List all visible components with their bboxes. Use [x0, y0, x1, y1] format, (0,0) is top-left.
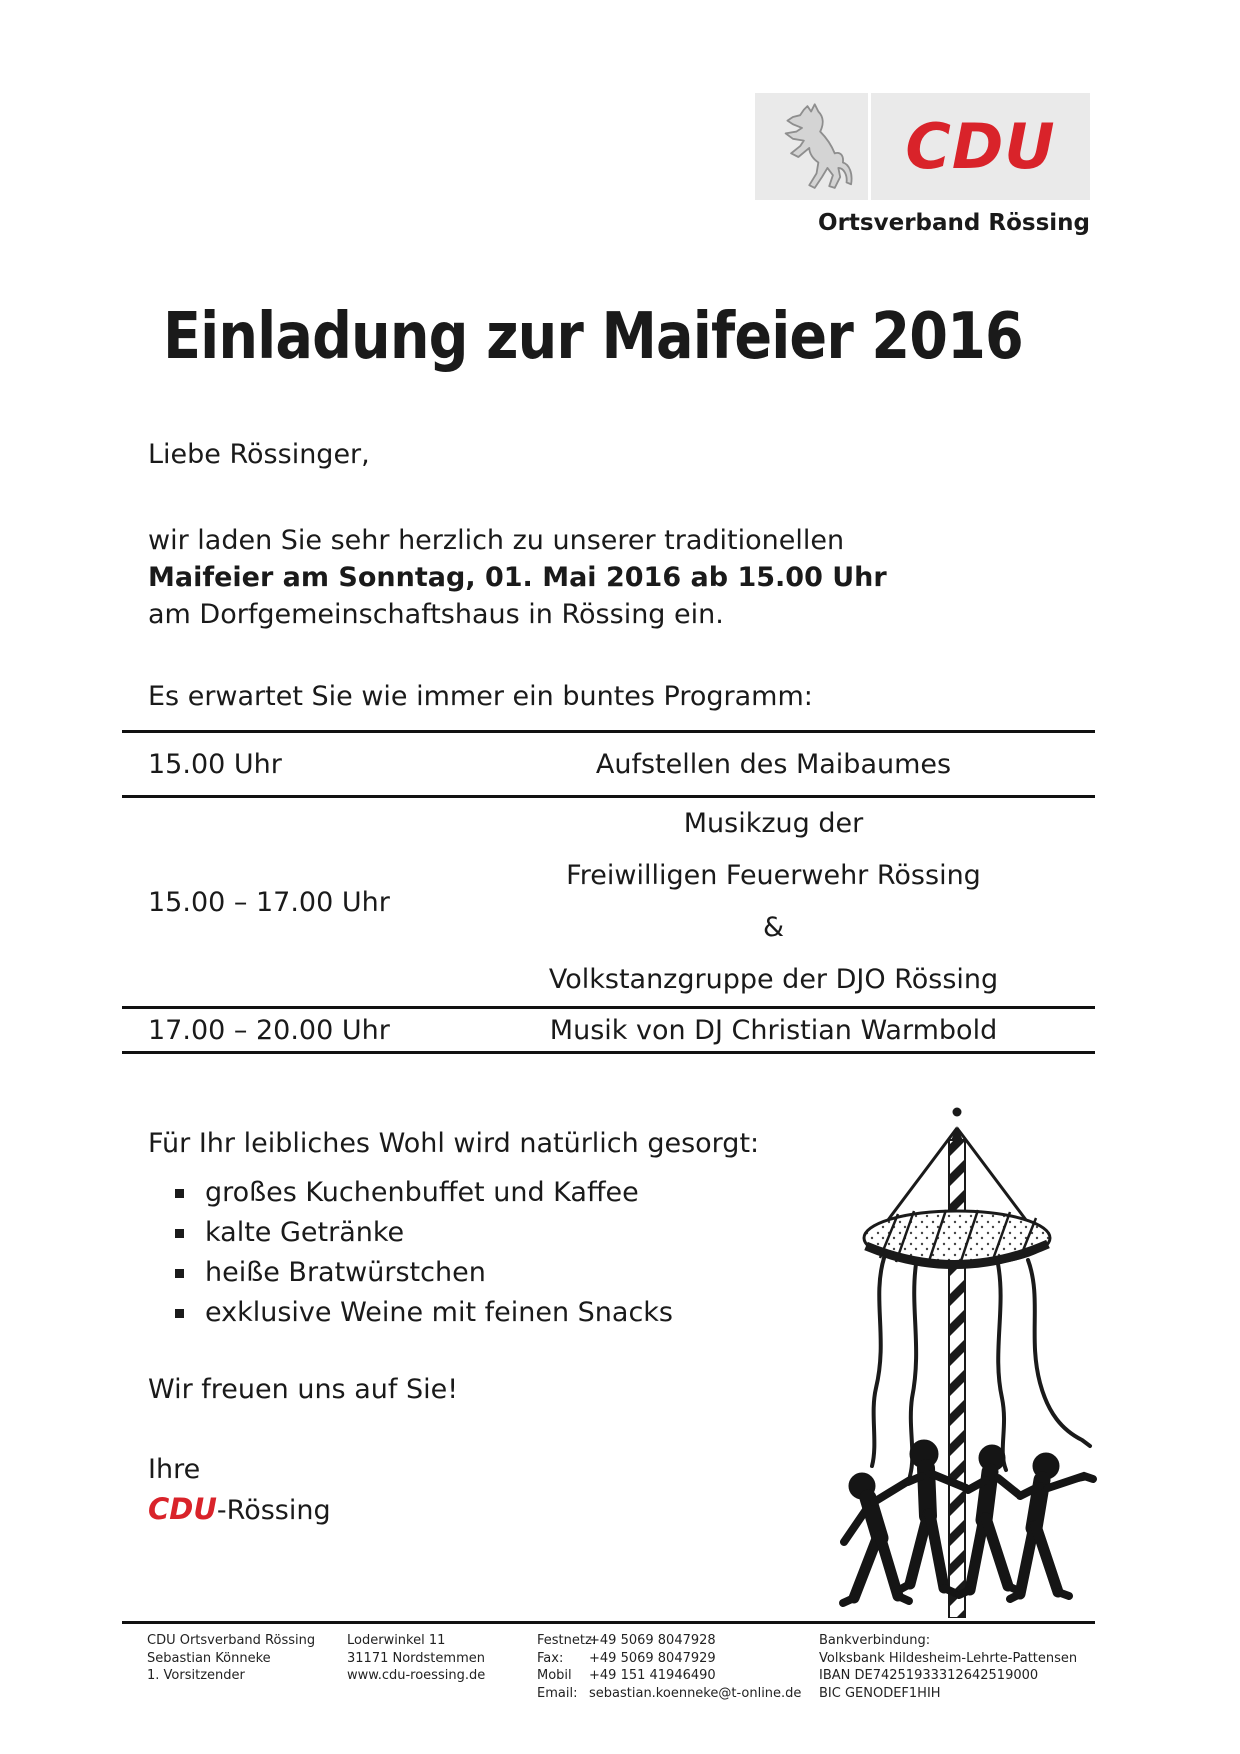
intro-line-3: am Dorfgemeinschaftshaus in Rössing ein.	[148, 599, 724, 630]
lower-saxony-horse-icon	[769, 97, 855, 197]
footer-contact-label: Mobil	[537, 1668, 572, 1683]
intro-line-2: Maifeier am Sonntag, 01. Mai 2016 ab 15.00 Uhr	[148, 562, 887, 593]
footer-role: 1. Vorsitzender	[147, 1668, 245, 1683]
page-title: Einladung zur Maifeier 2016	[163, 300, 1023, 374]
closing-line: Wir freuen uns auf Sie!	[148, 1374, 459, 1405]
footer-contact-value: +49 5069 8047928	[589, 1633, 716, 1648]
program-intro: Es erwartet Sie wie immer ein buntes Programm:	[148, 681, 813, 712]
footer-contact-value: sebastian.koenneke@t-online.de	[589, 1685, 802, 1701]
footer-bank-name: Volksbank Hildesheim-Lehrte-Pattensen	[819, 1650, 1078, 1666]
program-description-line: &	[762, 912, 785, 943]
cdu-logo-box	[871, 93, 1090, 200]
program-table	[122, 730, 1095, 1054]
footer-address-block	[347, 1632, 485, 1685]
footer-contact-label: Email:	[537, 1685, 578, 1701]
footer-person: Sebastian Könneke	[147, 1650, 271, 1666]
program-description: Musik von DJ Christian Warmbold	[549, 1014, 998, 1046]
cdu-logo-text: CDU	[905, 110, 1056, 183]
org-subtitle: Ortsverband Rössing	[818, 210, 1090, 236]
footer-website: www.cdu-roessing.de	[347, 1668, 486, 1683]
footer-sender-block	[147, 1632, 315, 1685]
cdu-logo	[755, 93, 1090, 200]
program-description-line: Volkstanzgruppe der DJO Rössing	[548, 964, 999, 995]
letter-footer	[122, 1621, 1095, 1734]
program-description-line: Freiwilligen Feuerwehr Rössing	[566, 860, 981, 891]
footer-contact-block	[537, 1632, 801, 1702]
program-description: Aufstellen des Maibaumes	[595, 748, 952, 780]
signature-line	[148, 1492, 331, 1526]
footer-bic: BIC GENODEF1HIH	[819, 1685, 941, 1701]
program-row	[122, 798, 1095, 1009]
footer-contact-value: +49 151 41946490	[589, 1668, 716, 1683]
program-description-line: Musikzug der	[683, 808, 864, 839]
catering-item: heiße Bratwürstchen	[148, 1253, 759, 1293]
footer-org: CDU Ortsverband Rössing	[147, 1633, 316, 1648]
program-time: 15.00 Uhr	[148, 748, 282, 780]
program-description	[452, 798, 1095, 1006]
catering-item: großes Kuchenbuffet und Kaffee	[148, 1173, 759, 1213]
footer-iban: IBAN DE74251933312642519000	[819, 1668, 1039, 1683]
signature-suffix: -Rössing	[216, 1495, 331, 1526]
footer-street: Loderwinkel 11	[347, 1633, 446, 1648]
signature-cdu: CDU	[148, 1492, 217, 1526]
catering-intro: Für Ihr leibliches Wohl wird natürlich gesorgt:	[148, 1128, 760, 1159]
program-row	[122, 1009, 1095, 1054]
footer-bank-block	[819, 1632, 1077, 1702]
maypole-illustration	[820, 1098, 1110, 1618]
dancers-illustration	[843, 1440, 1093, 1603]
catering-item: exklusive Weine mit feinen Snacks	[148, 1293, 759, 1333]
maypole-wreath	[864, 1210, 1050, 1265]
footer-contact-value: +49 5069 8047929	[589, 1650, 716, 1666]
salutation: Liebe Rössinger,	[148, 439, 370, 470]
intro-paragraph	[148, 522, 887, 633]
maypole-ribbons	[872, 1258, 1090, 1476]
footer-contact-label: Fax:	[537, 1650, 564, 1666]
maypole-finial	[953, 1108, 962, 1117]
closing-ihre: Ihre	[148, 1454, 201, 1485]
catering-section	[148, 1128, 759, 1333]
catering-list	[148, 1173, 759, 1333]
footer-contact-label: Festnetz:	[537, 1633, 597, 1648]
footer-city: 31171 Nordstemmen	[347, 1650, 485, 1666]
intro-line-1: wir laden Sie sehr herzlich zu unserer traditionellen	[148, 525, 845, 556]
program-time: 17.00 – 20.00 Uhr	[148, 1014, 390, 1046]
program-time: 15.00 – 17.00 Uhr	[148, 886, 390, 918]
footer-bank-title: Bankverbindung:	[819, 1633, 931, 1648]
lower-saxony-horse-box	[755, 93, 868, 200]
program-row	[122, 733, 1095, 798]
catering-item: kalte Getränke	[148, 1213, 759, 1253]
